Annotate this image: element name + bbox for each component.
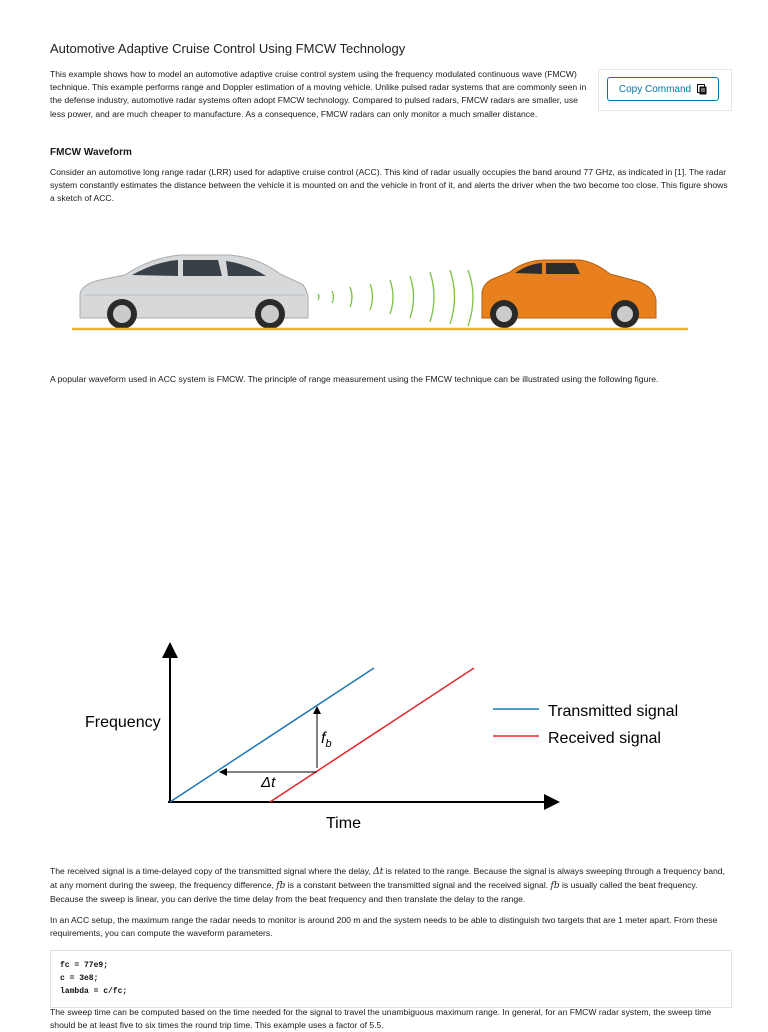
legend-label-received: Received signal — [548, 730, 661, 747]
delta-t-label: Δt — [261, 774, 276, 791]
fmcw-intro-paragraph: A popular waveform used in ACC system is FMCW. The principle of range measurement using the FMCW technique can be illustrated using the following figure. — [50, 374, 659, 384]
y-axis-label: Frequency — [85, 714, 161, 731]
intro-paragraph: This example shows how to model an automotive adaptive cruise control system using the frequency modulated continuous wave (FMCW) technique. This example performs range and Doppler estimation of a moving vehicle. Unlike pulsed radar systems that are commonly seen in the defense industry, automotive radar systems often adopt FMCW technology. Compared to pulsed radars, FMCW radars are smaller, use less power, and are much cheaper to manufacture. As a consequence, FMCW radars can only monitor a much smaller distance. — [50, 69, 587, 119]
copy-icon — [697, 84, 707, 95]
received-signal-paragraph: The received signal is a time-delayed copy of the transmitted signal where the delay, Δt is related to the range. Because the signal is always sweeping through a frequency band, at any moment during the sweep, the frequency difference, fb is a constant between the transmitted signal and the received signal. fb is usually called the beat frequency. Because the sweep is linear, you can derive the time delay from the beat frequency and then translate the delay to the range. — [50, 866, 725, 905]
copy-command-panel — [598, 69, 732, 111]
figure-legend — [493, 703, 678, 747]
received-signal-line — [270, 668, 474, 802]
fb-symbol: fb — [550, 881, 560, 892]
acc-setup-paragraph: In an ACC setup, the maximum range the radar needs to monitor is around 200 m and the system needs to be able to distinguish two targets that are 1 meter apart. From these requirements, you can compute the waveform parameters. — [50, 915, 718, 939]
svg-text:fb — [321, 730, 332, 750]
page-title: Automotive Adaptive Cruise Control Using FMCW Technology — [50, 41, 406, 56]
copy-command-button[interactable] — [607, 77, 719, 101]
radar-wave-arcs — [318, 270, 473, 326]
code-line: lambda = c/fc; — [60, 987, 128, 996]
silver-car-illustration — [80, 255, 308, 329]
fb-symbol: fb — [276, 881, 286, 892]
acc-sketch-figure — [70, 240, 690, 335]
copy-command-label: Copy Command — [618, 83, 692, 95]
delta-t-symbol: Δt — [373, 867, 384, 877]
code-line: fc = 77e9; — [60, 961, 109, 970]
section-heading-fmcw-waveform: FMCW Waveform — [50, 147, 132, 158]
beat-frequency-subscript: b — [325, 738, 332, 750]
beat-frequency-label: f — [321, 730, 326, 747]
x-axis-label: Time — [326, 815, 361, 832]
fmcw-principle-figure — [80, 640, 720, 840]
sweep-time-paragraph: The sweep time can be computed based on the time needed for the signal to travel the unambiguous maximum range. In general, for an FMCW radar system, the sweep time should be at least five to six times the round trip time. This example uses a factor of 5.5. — [50, 1007, 712, 1031]
orange-car-illustration — [482, 260, 656, 328]
legend-label-transmitted: Transmitted signal — [548, 703, 679, 720]
code-block[interactable] — [50, 950, 732, 1008]
code-line: c = 3e8; — [60, 974, 99, 983]
acc-description-paragraph: Consider an automotive long range radar (LRR) used for adaptive cruise control (ACC). This kind of radar usually occupies the band around 77 GHz, as indicated in [1]. The radar system constantly estimates the distance between the vehicle it is mounted on and the vehicle in front of it, and alerts the driver when the two become too close. This figure shows a sketch of ACC. — [50, 167, 728, 204]
